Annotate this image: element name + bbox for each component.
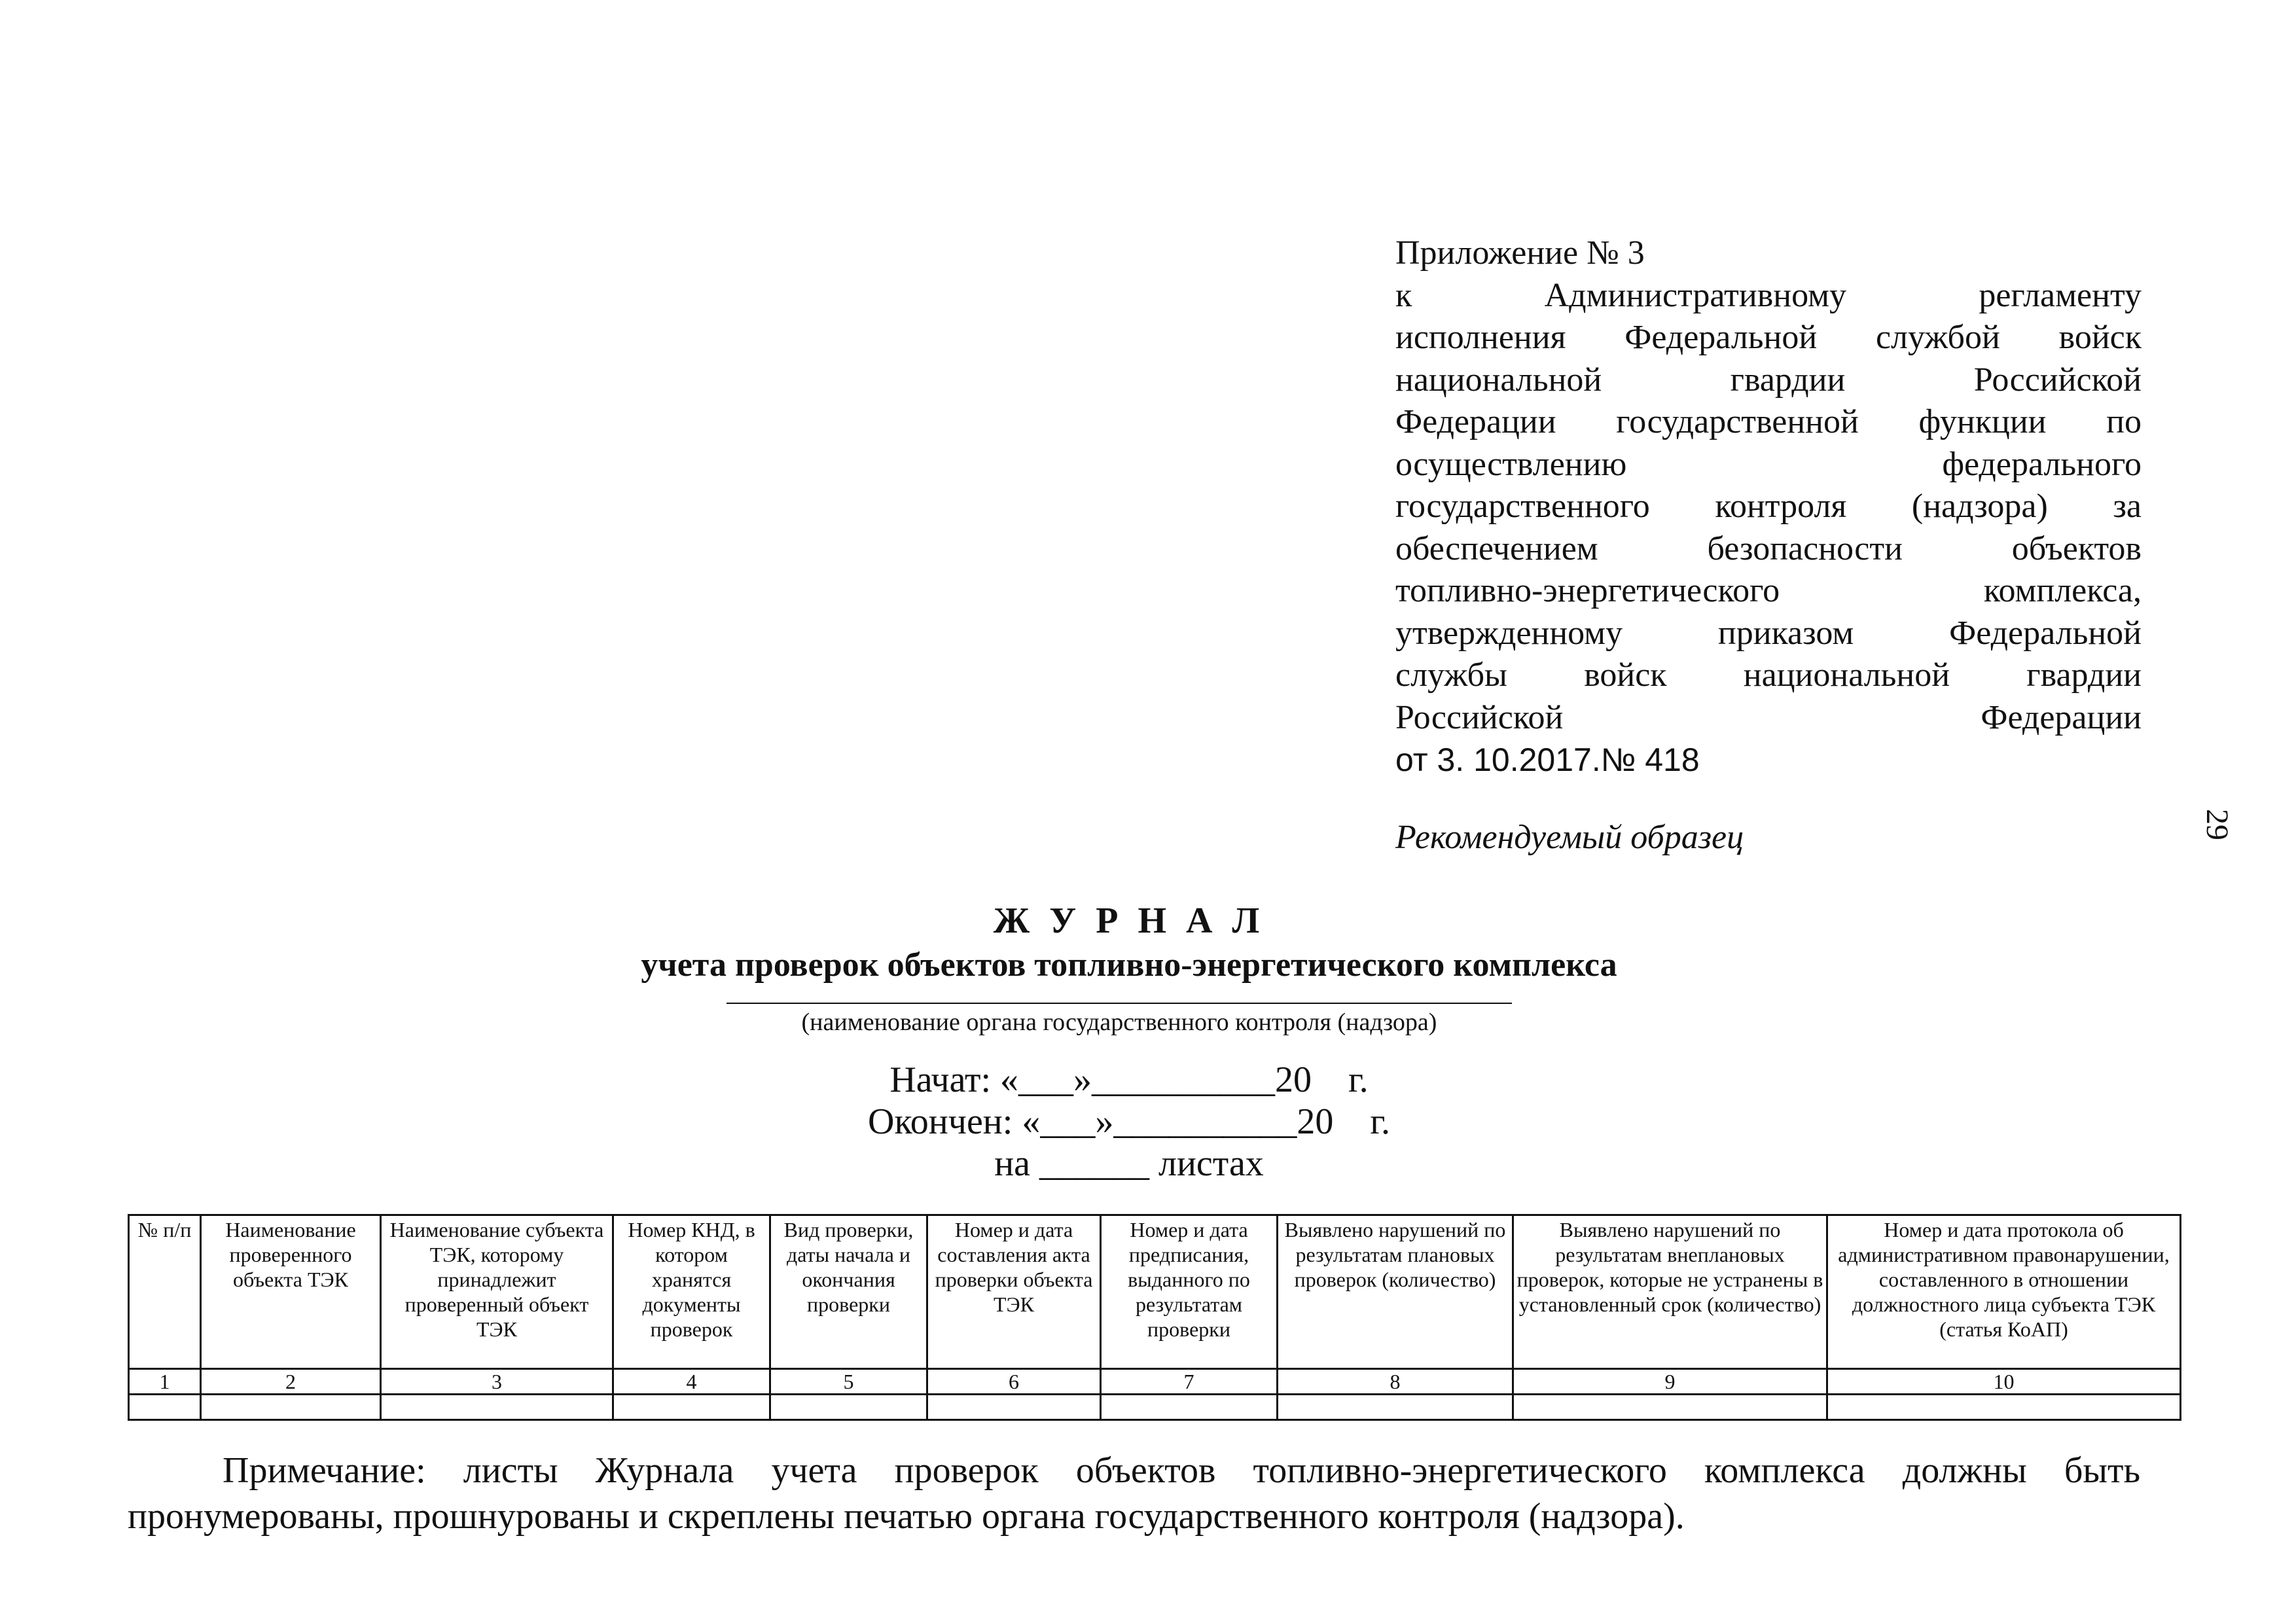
empty-cell [201,1395,381,1420]
header-cell: Выявлено нарушений по результатам плановых проверок (количество) [1278,1215,1513,1369]
header-cell: Вид проверки, даты начала и окончания проверки [770,1215,927,1369]
started-date-field: Начат: «___»__________20 г. [889,1060,1369,1100]
header-cell: Номер и дата предписания, выданного по результатам проверки [1101,1215,1278,1369]
header-cell: Номер и дата составления акта проверки объекта ТЭК [927,1215,1101,1369]
journal-table [128,1214,2181,1421]
appendix-line: Российской Федерации [1395,698,2142,736]
empty-cell [1513,1395,1827,1420]
empty-cell [613,1395,770,1420]
empty-cell [1278,1395,1513,1420]
empty-cell [381,1395,613,1420]
appendix-line: топливно-энергетического комплекса, [1395,572,2142,609]
empty-cell [1827,1395,2181,1420]
appendix-line: государственного контроля (надзора) за [1395,488,2142,525]
empty-cell [927,1395,1101,1420]
column-number: 8 [1278,1369,1513,1395]
footnote: Примечание: листы Журнала учета проверок объектов топливно-энергетического комплекса должны быть пронумерованы, прошнурованы и скреплены печатью органа государственного контроля (надзора). [128,1450,2140,1537]
journal-subtitle: учета проверок объектов топливно-энергетического комплекса [641,946,1617,984]
order-date-number: от 3. 10.2017.№ 418 [1395,741,1700,778]
sample-label: Рекомендуемый образец [1395,819,1744,856]
column-number-row [129,1369,2181,1395]
appendix-line: службы войск национальной гвардии [1395,656,2142,694]
empty-cell [1101,1395,1278,1420]
empty-cell [129,1395,201,1420]
column-number: 2 [201,1369,381,1395]
column-number: 3 [381,1369,613,1395]
appendix-line: Федерации государственной функции по [1395,403,2142,440]
header-cell: Выявлено нарушений по результатам внеплановых проверок, которые не устранены в установленный срок (количество) [1513,1215,1827,1369]
org-name-caption: (наименование органа государственного контроля (надзора) [801,1008,1437,1036]
header-cell: Номер и дата протокола об административном правонарушении, составленного в отношении должностного лица субъекта ТЭК (статья КоАП) [1827,1215,2181,1369]
appendix-line: обеспечением безопасности объектов [1395,529,2142,567]
finished-date-field: Окончен: «___»__________20 г. [868,1101,1390,1142]
table-header-row [129,1215,2181,1369]
header-cell: Номер КНД, в котором хранятся документы проверок [613,1215,770,1369]
org-name-underline [726,1003,1512,1004]
page-number: 29 [2200,809,2234,840]
appendix-line: исполнения Федеральной службой войск [1395,319,2142,356]
sheet-count-field: на ______ листах [994,1143,1264,1184]
appendix-block [1395,232,2142,781]
appendix-line: осуществлению федерального [1395,445,2142,483]
journal-title: Ж У Р Н А Л [993,901,1265,941]
appendix-line: утвержденному приказом Федеральной [1395,614,2142,652]
column-number: 5 [770,1369,927,1395]
empty-cell [770,1395,927,1420]
appendix-line: национальной гвардии Российской [1395,361,2142,399]
column-number: 7 [1101,1369,1278,1395]
appendix-title: Приложение № 3 [1395,234,1645,272]
appendix-line: к Административному регламенту [1395,276,2142,314]
table-row [129,1395,2181,1420]
column-number: 10 [1827,1369,2181,1395]
column-number: 9 [1513,1369,1827,1395]
header-cell: Наименование субъекта ТЭК, которому принадлежит проверенный объект ТЭК [381,1215,613,1369]
header-cell: № п/п [129,1215,201,1369]
header-cell: Наименование проверенного объекта ТЭК [201,1215,381,1369]
column-number: 4 [613,1369,770,1395]
column-number: 1 [129,1369,201,1395]
column-number: 6 [927,1369,1101,1395]
